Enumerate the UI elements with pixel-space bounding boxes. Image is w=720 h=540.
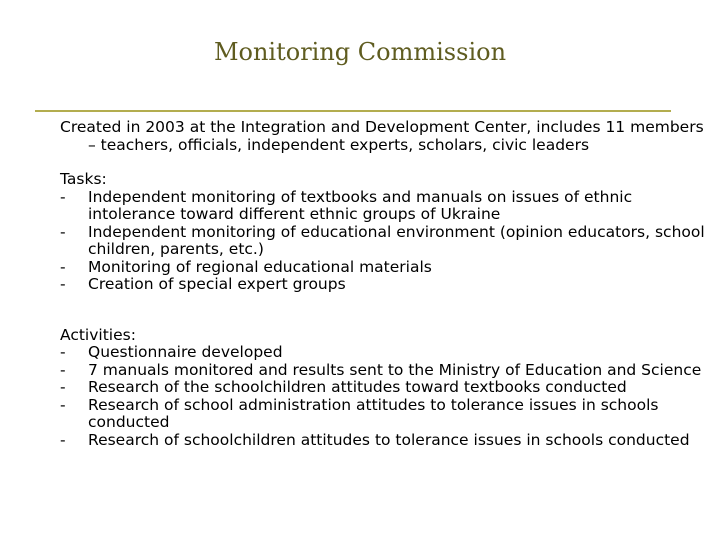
dash-bullet: - xyxy=(60,343,66,361)
dash-bullet: - xyxy=(60,430,66,449)
task-text: Creation of special expert groups xyxy=(88,275,346,293)
task-text: Independent monitoring of educational environment (opinion educators, school children, parents, etc.) xyxy=(88,222,705,258)
dash-bullet: - xyxy=(60,257,66,276)
tasks-heading: Tasks: xyxy=(60,170,107,188)
title-divider xyxy=(35,110,671,112)
dash-bullet: - xyxy=(60,378,66,396)
task-text: Monitoring of regional educational materials xyxy=(88,257,432,276)
list-item xyxy=(60,259,710,277)
list-item xyxy=(60,189,710,224)
slide-body xyxy=(60,119,710,449)
activity-text: Questionnaire developed xyxy=(88,343,283,361)
slide-title: Monitoring Commission xyxy=(213,38,507,66)
dash-bullet: - xyxy=(60,187,66,206)
list-item xyxy=(60,432,710,450)
activity-text: Research of school administration attitudes to tolerance issues in schools conducted xyxy=(88,395,659,431)
dash-bullet: - xyxy=(60,360,66,379)
activity-text: Research of schoolchildren attitudes to tolerance issues in schools conducted xyxy=(88,430,690,449)
dash-bullet: - xyxy=(60,275,66,293)
dash-bullet: - xyxy=(60,395,66,414)
dash-bullet: - xyxy=(60,222,66,241)
list-item xyxy=(60,397,710,432)
list-item xyxy=(60,344,710,362)
activities-heading: Activities: xyxy=(60,325,136,344)
activities-list xyxy=(60,344,710,449)
intro-paragraph: Created in 2003 at the Integration and Development Center, includes 11 members – teachers, officials, independent experts, scholars, civic leaders xyxy=(60,118,704,154)
activity-text: Research of the schoolchildren attitudes toward textbooks conducted xyxy=(88,378,627,396)
activity-text: 7 manuals monitored and results sent to the Ministry of Education and Science xyxy=(88,360,702,379)
list-item xyxy=(60,276,710,294)
tasks-list xyxy=(60,189,710,294)
list-item xyxy=(60,224,710,259)
task-text: Independent monitoring of textbooks and manuals on issues of ethnic intolerance toward different ethnic groups of Ukraine xyxy=(88,187,633,223)
list-item xyxy=(60,362,710,380)
list-item xyxy=(60,379,710,397)
